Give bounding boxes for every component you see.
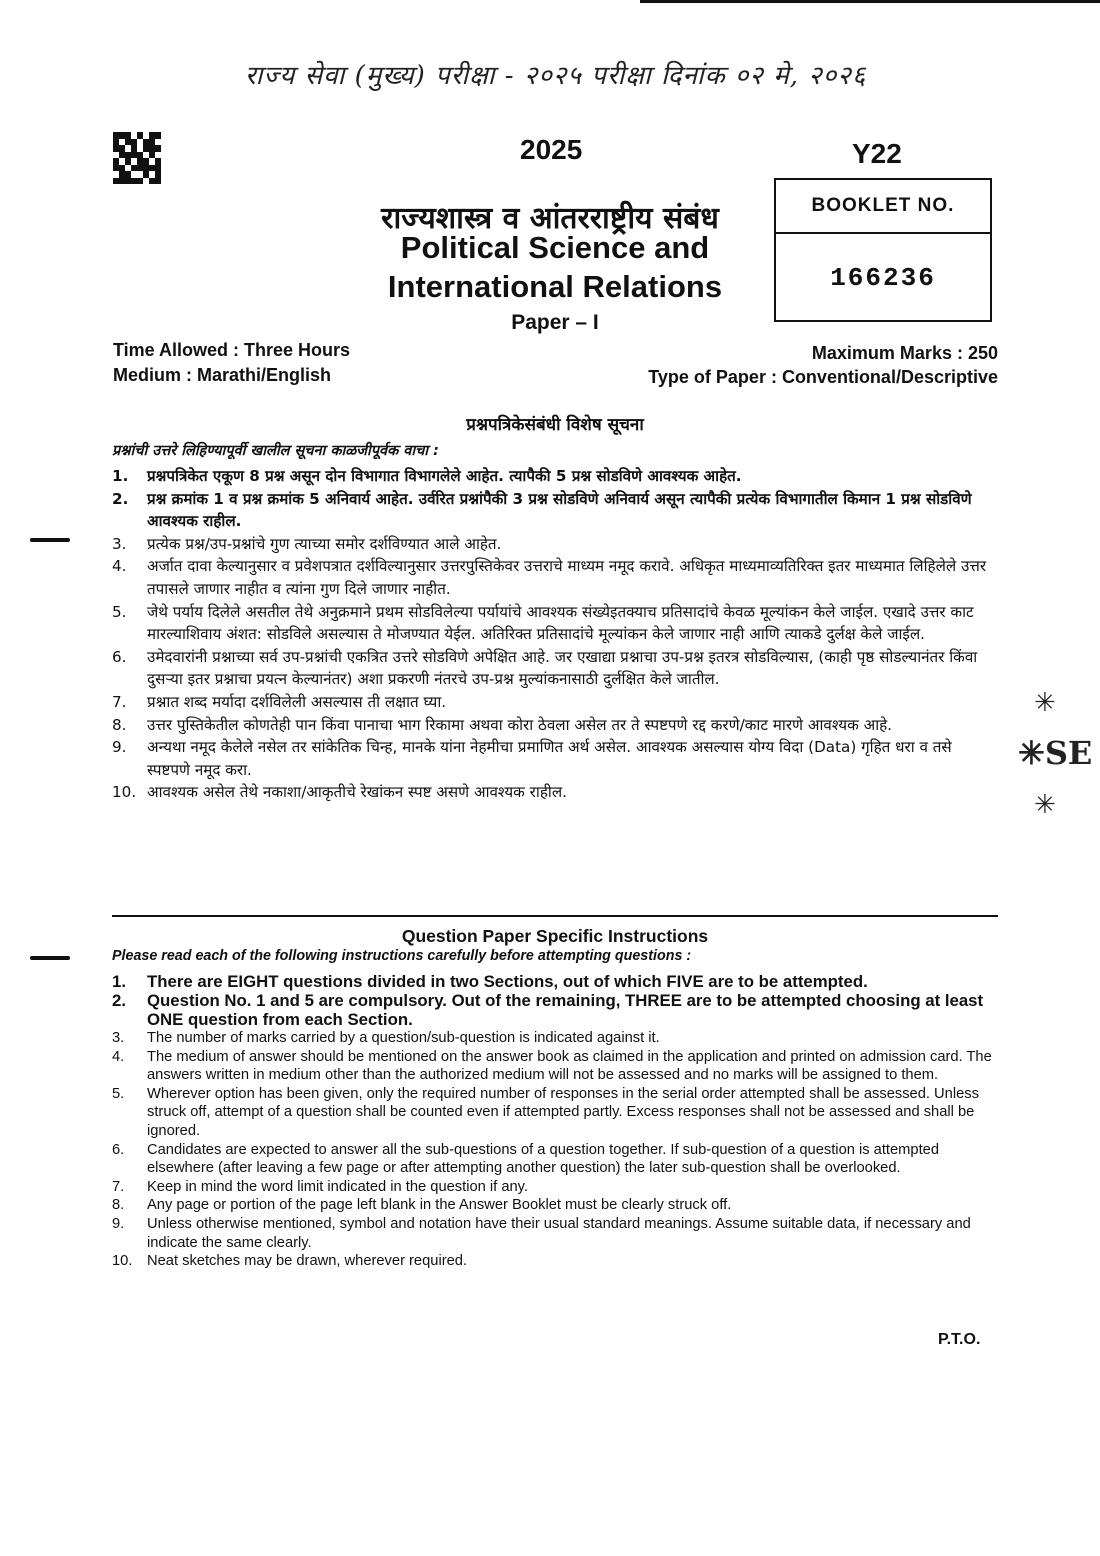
instruction-item (112, 646, 996, 691)
instruction-text: The medium of answer should be mentioned on the answer book as claimed in the application and printed on admission card. The answers written in medium other than the authorized medium will not be assessed and no marks will be assigned to them. (147, 1048, 992, 1084)
title-english-line2: International Relations (387, 269, 723, 304)
instruction-number: 8. (112, 1197, 125, 1214)
medium: Medium : Marathi/English (113, 365, 332, 385)
title-english-line1: Political Science and (400, 230, 710, 265)
marathi-instructions-list (112, 465, 996, 804)
instruction-item (112, 533, 996, 556)
instruction-text: Candidates are expected to answer all the sub-questions of a question together. If sub-question of a question is attempted elsewhere (after leaving a few page or after attempting another question) the later sub-question shall be overlooked. (147, 1141, 939, 1177)
title-marathi: राज्यशास्त्र व आंतरराष्ट्रीय संबंध (381, 201, 719, 236)
instruction-number: 1. (112, 467, 129, 485)
edge-margin-text (1018, 734, 1092, 772)
instruction-item (112, 1048, 996, 1085)
instruction-number: 7. (112, 1178, 125, 1195)
instruction-number: 2. (112, 489, 129, 508)
instruction-item (112, 1215, 996, 1252)
instruction-number: 6. (112, 647, 127, 666)
instruction-item (112, 972, 996, 991)
marathi-instructions-subtitle: प्रश्नांची उत्तरे लिहिण्यापूर्वी खालील सूचना काळजीपूर्वक वाचा : (112, 443, 439, 459)
instruction-item (112, 1252, 996, 1271)
instruction-text: उमेदवारांनी प्रश्नाच्या सर्व उप-प्रश्नांची एकत्रित उत्तरे सोडविणे अपेक्षित आहे. जर एखाद्या प्रश्नाचा उप-प्रश्न इतरत्र सोडविल्यास, (काही पृष्ठ सोडल्यानंतर किंवा दुसऱ्या इतर प्रश्नाचा प्रयत्न केल्यानंतर) अशा प्रकरणी नंतरचे उप-प्रश्न मुल्यांकनासाठी दुर्लक्षित केले जातील. (147, 647, 978, 689)
instruction-number: 4. (112, 1048, 125, 1065)
instruction-text: Question No. 1 and 5 are compulsory. Out of the remaining, THREE are to be attempted choosing at least ONE question from each Section. (147, 991, 984, 1029)
instruction-item (112, 736, 996, 781)
instruction-item (112, 1029, 996, 1048)
top-edge-line (640, 0, 1100, 3)
instruction-item (112, 991, 996, 1029)
instruction-item (112, 691, 996, 714)
instruction-number: 2. (112, 991, 126, 1010)
instruction-item (112, 1085, 996, 1141)
instruction-item (112, 601, 996, 646)
instruction-text: Any page or portion of the page left blank in the Answer Booklet must be clearly struck off. (147, 1197, 732, 1214)
instruction-item (112, 488, 996, 533)
booklet-number-box (774, 178, 992, 322)
instruction-text: Keep in mind the word limit indicated in the question if any. (147, 1178, 528, 1195)
instruction-text: जेथे पर्याय दिलेले असतील तेथे अनुक्रमाने प्रथम सोडविलेल्या पर्यायांचे आवश्यक संख्येइतक्याच प्रतिसादांचे केवळ मूल्यांकन केले जाईल. एखादे उत्तर काट मारल्याशिवाय अंशत: सोडविले असल्यास ते मोजण्यात येईल. अतिरिक्त प्रतिसादांचे मूल्यांकन केले जाणार नाही आणि त्याकडे दुर्लक्ष केले जाईल. (147, 602, 974, 644)
instruction-number: 9. (112, 738, 127, 757)
instruction-number: 9. (112, 1215, 125, 1232)
margin-mark (30, 956, 70, 960)
instruction-item (112, 555, 996, 600)
instruction-number: 3. (112, 534, 127, 553)
instruction-text: प्रश्नात शब्द मर्यादा दर्शविलेली असल्यास ती लक्षात घ्या. (147, 692, 447, 711)
instruction-number: 1. (112, 972, 126, 991)
english-instructions-list (112, 972, 996, 1271)
asterisk-icon: ✳ (1018, 734, 1045, 772)
instruction-number: 7. (112, 692, 127, 711)
margin-mark (30, 538, 70, 542)
time-allowed: Time Allowed : Three Hours (113, 340, 351, 360)
please-turn-over: P.T.O. (938, 1331, 981, 1348)
instruction-text: Neat sketches may be drawn, wherever required. (147, 1253, 468, 1270)
handwritten-exam-note: राज्य सेवा (मुख्य) परीक्षा - २०२५ परीक्षा दिनांक ०२ मे, २०२६ (245, 61, 867, 91)
marathi-instructions-title: प्रश्नपत्रिकेसंबंधी विशेष सूचना (466, 415, 644, 435)
english-instructions-subtitle: Please read each of the following instructions carefully before attempting questions : (112, 948, 692, 964)
instruction-text: The number of marks carried by a question/sub-question is indicated against it. (147, 1030, 660, 1046)
exam-year: 2025 (520, 134, 583, 165)
instruction-text: अन्यथा नमूद केलेले नसेल तर सांकेतिक चिन्ह, मानके यांना नेहमीचा प्रमाणित अर्थ असेल. आवश्यक असल्यास योग्य विदा (Data) गृहित धरा व तसे स्पष्टपणे नमूद करा. (147, 738, 952, 779)
instruction-number: 5. (112, 1085, 125, 1102)
instruction-text: There are EIGHT questions divided in two Sections, out of which FIVE are to be attempted. (147, 972, 868, 991)
instruction-item (112, 781, 996, 804)
title-english (350, 228, 760, 306)
instruction-item (112, 1178, 996, 1197)
instruction-text: प्रश्नपत्रिकेत एकूण 8 प्रश्न असून दोन विभागात विभागलेले आहेत. त्यापैकी 5 प्रश्न सोडविणे आवश्यक आहेत. (147, 467, 742, 485)
instruction-item (112, 1141, 996, 1178)
english-instructions-title: Question Paper Specific Instructions (401, 926, 709, 946)
booklet-label: BOOKLET NO. (776, 180, 990, 234)
instruction-number: 4. (112, 557, 127, 576)
paper-number: Paper – I (511, 311, 599, 334)
instruction-number: 8. (112, 715, 127, 734)
series-code: Y22 (852, 138, 902, 169)
paper-type: Type of Paper : Conventional/Descriptive (648, 367, 998, 387)
instruction-text: प्रत्येक प्रश्न/उप-प्रश्नांचे गुण त्याच्या समोर दर्शविण्यात आले आहेत. (147, 534, 502, 553)
instruction-text: अर्जात दावा केल्यानुसार व प्रवेशपत्रात दर्शविल्यानुसार उत्तरपुस्तिकेवर उत्तराचे माध्यम नमूद करावे. अधिकृत माध्यमाव्यतिरिक्त इतर माध्यमात लिहिलेले उत्तर तपासले जाणार नाहीत व त्यांना गुण दिले जाणार नाहीत. (147, 557, 987, 598)
booklet-number: 166236 (830, 263, 936, 293)
instruction-number: 10. (112, 1253, 133, 1270)
instruction-number: 3. (112, 1030, 125, 1046)
qr-code-icon (113, 132, 161, 184)
instruction-text: आवश्यक असेल तेथे नकाशा/आकृतीचे रेखांकन स्पष्ट असणे आवश्यक राहील. (147, 783, 567, 802)
instruction-text: प्रश्न क्रमांक 1 व प्रश्न क्रमांक 5 अनिवार्य आहेत. उर्वरित प्रश्नांपैकी 3 प्रश्न सोडविणे अनिवार्य असून त्यापैकी प्रत्येक विभागातील किमान 1 प्रश्न सोडविणे आवश्यक राहील. (147, 489, 972, 531)
maximum-marks: Maximum Marks : 250 (811, 343, 998, 363)
instruction-number: 6. (112, 1141, 125, 1158)
asterisk-icon: ✳ (1034, 790, 1056, 820)
instruction-number: 10. (112, 783, 137, 802)
instruction-item (112, 714, 996, 737)
instruction-item (112, 465, 996, 488)
instruction-text: Unless otherwise mentioned, symbol and notation have their usual standard meanings. Assume suitable data, if necessary and indicate the same clearly. (147, 1215, 971, 1251)
instruction-item (112, 1196, 996, 1215)
instruction-text: Wherever option has been given, only the required number of responses in the serial order attempted shall be assessed. Unless struck off, attempt of a question shall be counted even if attempted partly. Excess responses shall not be assessed and shall be ignored. (147, 1085, 979, 1139)
asterisk-icon: ✳ (1034, 688, 1056, 718)
section-divider (112, 915, 998, 917)
instruction-text: उत्तर पुस्तिकेतील कोणतेही पान किंवा पानाचा भाग रिकामा अथवा कोरा ठेवला असेल तर ते स्पष्टपणे रद्द करणे/काट मारणे आवश्यक आहे. (147, 715, 892, 734)
instruction-number: 5. (112, 602, 127, 621)
edge-partial-text: SE (1044, 734, 1093, 772)
